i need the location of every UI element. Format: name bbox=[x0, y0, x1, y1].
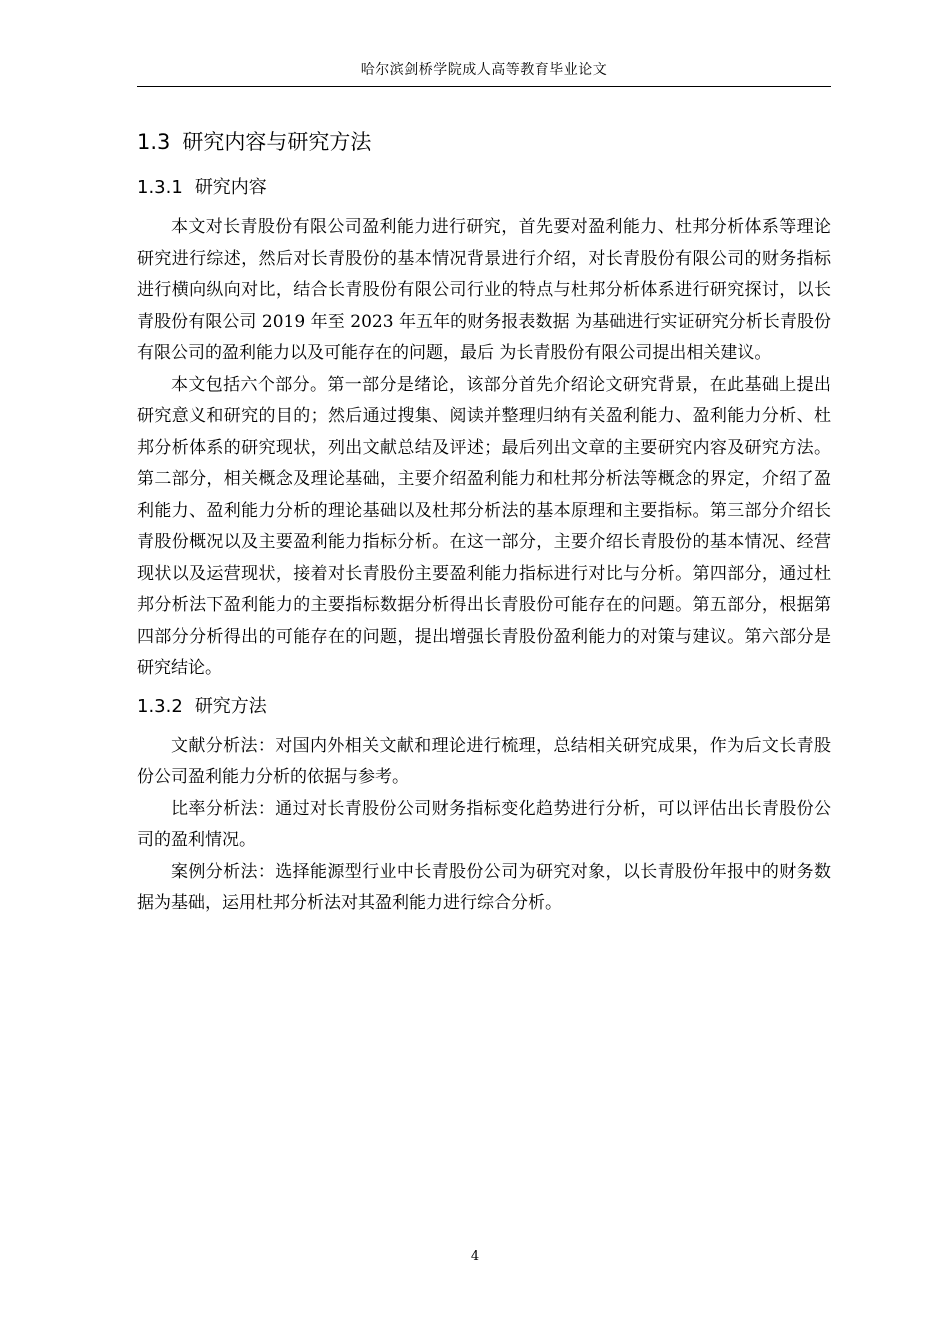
subsection-title-methods: 研究方法 bbox=[194, 695, 267, 717]
running-header: 哈尔滨剑桥学院成人高等教育毕业论文 bbox=[360, 62, 608, 78]
subsection-heading-content bbox=[137, 172, 831, 204]
subsection-title-content: 研究内容 bbox=[194, 177, 267, 198]
subsection-number-content: 1.3.1 bbox=[137, 177, 183, 198]
header-rule bbox=[137, 86, 831, 87]
paragraph: 案例分析法：选择能源型行业中长青股份公司为研究对象，以长青股份年报中的财务数据为基础，运用杜邦分析法对其盈利能力进行综合分析。 bbox=[137, 861, 831, 913]
subsection-heading-methods bbox=[137, 691, 831, 723]
paragraph: 本文对长青股份有限公司盈利能力进行研究，首先要对盈利能力、杜邦分析体系等理论研究进行综述，然后对长青股份的基本情况背景进行介绍，对长青股份有限公司的财务指标进行横向纵向对比，结合长青股份有限公司行业的特点与杜邦分析体系进行研究探讨，以长青股份有限公司 2019 年至 2023 年五年的财务报表数据 为基础进行实证研究分析长青股份有限公司的盈利能力以及可能存在的问题，最后 为长青股份有限公司提出相关建议。 bbox=[137, 217, 831, 363]
paragraph: 文献分析法：对国内外相关文献和理论进行梳理，总结相关研究成果，作为后文长青股份公司盈利能力分析的依据与参考。 bbox=[137, 735, 831, 787]
paragraph: 本文包括六个部分。第一部分是绪论，该部分首先介绍论文研究背景，在此基础上提出研究意义和研究的目的；然后通过搜集、阅读并整理归纳有关盈利能力、盈利能力分析、杜邦分析体系的研究现状，列出文献总结及评述；最后列出文章的主要研究内容及研究方法。第二部分，相关概念及理论基础，主要介绍盈利能力和杜邦分析法等概念的界定，介绍了盈利能力、盈利能力分析的理论基础以及杜邦分析法的基本原理和主要指标。第三部分介绍长青股份概况以及主要盈利能力指标分析。在这一部分，主要介绍长青股份的基本情况、经营现状以及运营现状，接着对长青股份主要盈利能力指标进行对比与分析。第四部分，通过杜邦分析法下盈利能力的主要指标数据分析得出长青股份可能存在的问题。第五部分，根据第四部分分析得出的可能存在的问题，提出增强长青股份盈利能力的对策与建议。第六部分是研究结论。 bbox=[137, 374, 831, 678]
section-number: 1.3 bbox=[137, 130, 171, 154]
section-heading bbox=[137, 122, 831, 162]
page-number: 4 bbox=[470, 1249, 480, 1264]
subsection-number-methods: 1.3.2 bbox=[137, 695, 183, 717]
paragraph: 比率分析法：通过对长青股份公司财务指标变化趋势进行分析，可以评估出长青股份公司的盈利情况。 bbox=[137, 798, 831, 850]
section-title: 研究内容与研究方法 bbox=[182, 130, 372, 154]
page-body bbox=[137, 122, 831, 920]
